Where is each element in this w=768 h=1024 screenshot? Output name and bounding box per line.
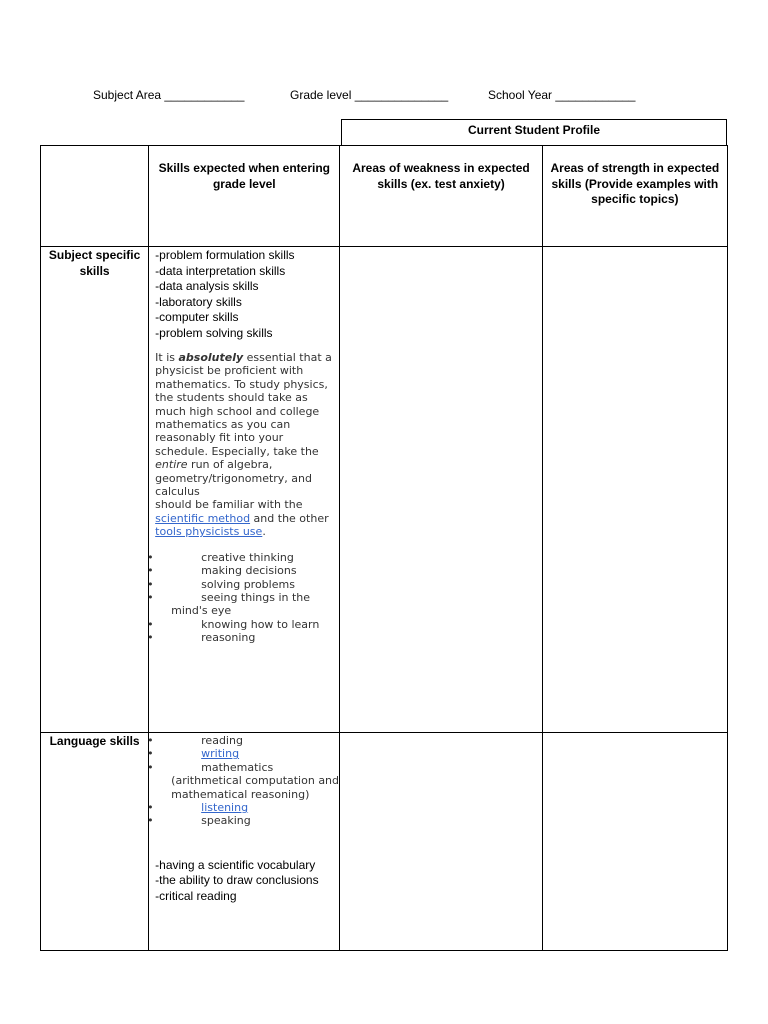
bullet-icon: • — [147, 550, 154, 564]
language-skills-cell — [149, 733, 340, 951]
subject-strength-cell[interactable] — [542, 247, 727, 733]
list-item — [147, 564, 339, 577]
list-item-text: speaking — [201, 814, 251, 828]
list-item-text: solving problems — [201, 577, 295, 591]
current-student-profile-header: Current Student Profile — [341, 119, 727, 145]
row-label-language: Language skills — [41, 733, 149, 951]
bullet-icon: • — [147, 760, 154, 774]
para-emphasis: entire — [155, 458, 188, 472]
bullet-icon: • — [147, 747, 154, 761]
list-item-text: reading — [201, 734, 243, 747]
subject-area-field: Subject Area ____________ — [93, 88, 245, 102]
col-skills-expected: Skills expected when entering grade level — [149, 146, 340, 247]
list-item-text: mathematics — [201, 760, 274, 774]
subject-weakness-cell[interactable] — [340, 247, 542, 733]
empty-header-cell — [41, 146, 149, 247]
list-item — [147, 761, 339, 801]
skill-item: -data interpretation skills — [155, 263, 286, 278]
para-text: . — [262, 525, 266, 539]
school-year-field: School Year ____________ — [488, 88, 636, 102]
table-row-language — [41, 733, 728, 951]
form-header — [0, 88, 768, 104]
bullet-icon: • — [147, 734, 154, 747]
para-text: should be familiar with the — [155, 498, 303, 512]
list-item — [147, 734, 339, 747]
student-profile-table — [40, 145, 728, 951]
row-label-subject-specific: Subject specific skills — [41, 247, 149, 733]
list-item — [147, 551, 339, 564]
skill-item: -data analysis skills — [155, 279, 259, 293]
list-item — [147, 591, 339, 618]
language-extra-skills — [155, 858, 339, 905]
list-item — [147, 747, 339, 760]
skill-item: -critical reading — [155, 888, 237, 903]
list-item-text: (arithmetical computation and mathematical reasoning) — [171, 774, 340, 801]
bullet-icon: • — [147, 814, 154, 828]
list-item-text: seeing things in the — [201, 590, 311, 604]
bullet-icon: • — [147, 564, 154, 578]
bullet-icon: • — [147, 590, 154, 604]
tools-physicists-use-link[interactable]: tools physicists use — [155, 525, 263, 539]
language-weakness-cell[interactable] — [340, 733, 542, 951]
skill-item: -problem formulation skills — [155, 248, 295, 262]
listening-link[interactable]: listening — [201, 801, 249, 815]
skill-item: -having a scientific vocabulary — [155, 857, 316, 872]
list-item-text: knowing how to learn — [201, 617, 320, 631]
bullet-icon: • — [147, 577, 154, 591]
col-weakness: Areas of weakness in expected skills (ex. test anxiety) — [340, 146, 542, 247]
list-item-text: creative thinking — [201, 550, 294, 564]
list-item — [147, 814, 339, 827]
table-header-row — [41, 146, 728, 247]
skill-item: -problem solving skills — [155, 325, 273, 340]
skill-item: -laboratory skills — [155, 294, 242, 309]
writing-link[interactable]: writing — [201, 747, 240, 761]
col-strength: Areas of strength in expected skills (Provide examples with specific topics) — [542, 146, 727, 247]
list-item-text: reasoning — [201, 631, 256, 645]
para-text: run of algebra, geometry/trigonometry, and calculus — [155, 458, 312, 499]
list-item-text: mind's eye — [171, 604, 232, 618]
scientific-method-link[interactable]: scientific method — [155, 511, 251, 525]
list-item-text: making decisions — [201, 564, 297, 578]
para-text: essential that a physicist be proficient with mathematics. To study physics, the students should take as much high school and college mathematics as you can reasonably fit into your schedule. Especially, take the — [155, 351, 332, 458]
para-emphasis: absolutely — [178, 351, 244, 364]
language-strength-cell[interactable] — [542, 733, 727, 951]
list-item — [147, 578, 339, 591]
list-item — [147, 631, 339, 644]
subject-skills-cell — [149, 247, 340, 733]
thinking-skills-list — [147, 550, 339, 645]
bullet-icon: • — [147, 801, 154, 815]
skill-item: -the ability to draw conclusions — [155, 873, 319, 888]
list-item — [147, 618, 339, 631]
para-text: It is — [155, 351, 179, 364]
bullet-icon: • — [147, 617, 154, 631]
skill-item: -computer skills — [155, 310, 239, 324]
para-text: and the other — [250, 511, 329, 525]
math-paragraph — [155, 351, 339, 539]
table-row-subject-specific — [41, 247, 728, 733]
bullet-icon: • — [147, 631, 154, 645]
language-skills-list — [147, 734, 340, 828]
list-item — [147, 801, 339, 814]
grade-level-field: Grade level ______________ — [290, 88, 449, 102]
